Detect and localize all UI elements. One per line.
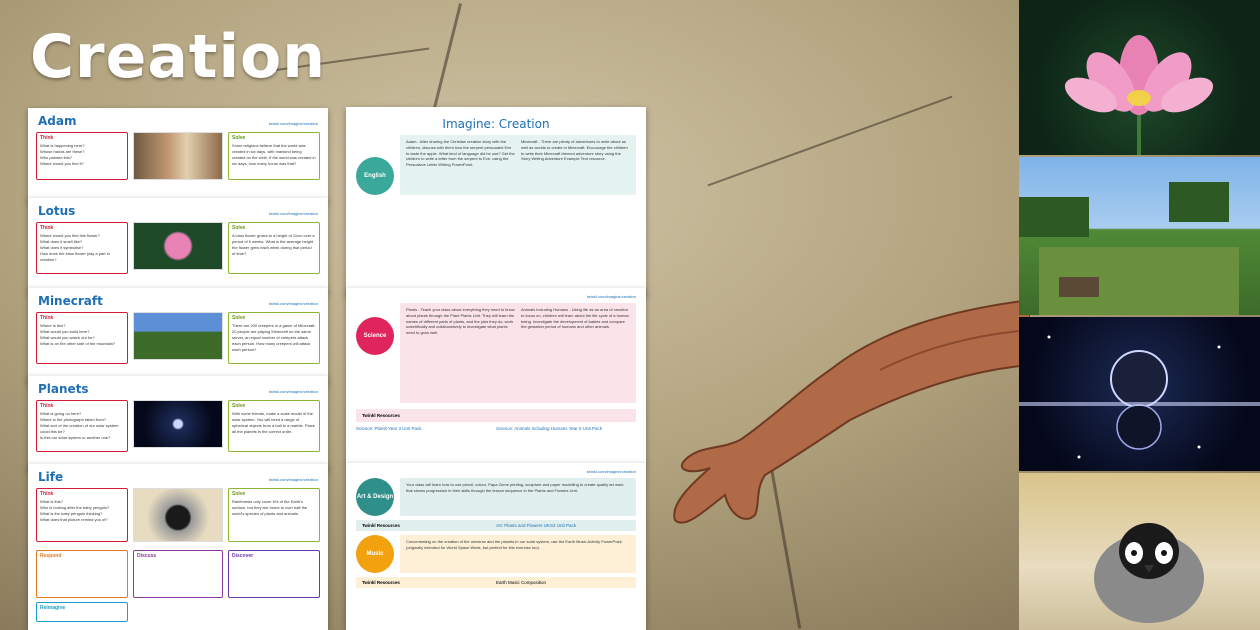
discover-box: Discover bbox=[228, 550, 320, 598]
respond-box: Respond bbox=[36, 550, 128, 598]
think-box: Think Where would you find this flower? What does it smell like? What does it symbolise? How does the lotus flower play a part in creation? bbox=[36, 222, 128, 274]
minecraft-image bbox=[133, 312, 223, 360]
wall-crack bbox=[707, 96, 952, 187]
photo-strip bbox=[1019, 0, 1260, 630]
art-resource[interactable]: Art: Plants and Flowers UKS2 Unit Pack bbox=[496, 523, 577, 528]
reimagine-box: Reimagine bbox=[36, 602, 128, 622]
think-box: Think What is this? Who is looking after the baby penguin? What is the baby penguin thinking? What does that picture remind you of? bbox=[36, 488, 128, 542]
page-title: Creation bbox=[30, 22, 326, 92]
sheet-url: twinkl.com/imagine/creation bbox=[586, 294, 636, 299]
music-resource[interactable]: Earth Music Composition bbox=[496, 580, 547, 585]
sheet-life bbox=[28, 464, 328, 630]
science-badge: Science bbox=[356, 317, 394, 355]
penguin-image bbox=[133, 488, 223, 542]
discuss-box: Discuss bbox=[133, 550, 223, 598]
science-text-animals: Animals including Humans - Using life as an area of creation to focus on, children will learn about the life cycle of a human being. Investigate the development of babies and compare the gestation period of humans and other animals. bbox=[521, 307, 629, 330]
sheet-title: Planets bbox=[38, 382, 89, 396]
solve-box: Solve There are 200 creepers in a game of Minecraft. 20 people are playing Minecraft on the same server, an equal number of creepers attack each person. How many creepers will attack each person? bbox=[228, 312, 320, 364]
science-resource-animals[interactable]: Science: Animals Including Humans Year 5 Unit Pack bbox=[496, 426, 603, 431]
science-text-plants: Plants - Teach your class about everything they need to know about plants through the Plant Plants Unit. They will learn the names of different parts of plants, and the jobs they do, work scientifically and collaboratively to investigate what plants need to grow well. bbox=[406, 307, 515, 336]
sheet-url: twinkl.com/imagine/creation bbox=[268, 389, 318, 394]
resources-label: Twinkl Resources bbox=[362, 523, 400, 528]
lotus-photo bbox=[1019, 0, 1260, 155]
imagine-sheet-art-music bbox=[346, 463, 646, 630]
sheet-planets bbox=[28, 376, 328, 471]
english-badge: English bbox=[356, 157, 394, 195]
planets-photo bbox=[1019, 317, 1260, 471]
adam-image bbox=[133, 132, 223, 180]
adam-hand-illustration bbox=[650, 270, 1030, 540]
sheet-title: Minecraft bbox=[38, 294, 103, 308]
art-text: Your class will learn how to use pencil, colour, Papa Zome printing, sculpture and paper modelling to create quality art work that shows progression in their skills through the lesson sequence in the Plants and Flowers Unit. bbox=[406, 482, 624, 493]
sheet-title: Adam bbox=[38, 114, 77, 128]
sheet-minecraft bbox=[28, 288, 328, 383]
solve-box: Solve Rainforests only cover 6% of the Earth's surface, but they are home to over half the world's species of plants and animals. bbox=[228, 488, 320, 542]
sheet-title: Lotus bbox=[38, 204, 76, 218]
lotus-image bbox=[133, 222, 223, 270]
think-box: Think What is happening here? Whose hands are these? Who painted this? Where would you find it? bbox=[36, 132, 128, 180]
imagine-sheet-english bbox=[346, 107, 646, 295]
solve-box: Solve With some friends, make a scale model of the solar system. You will need a range of spherical objects from a ball to a marble. Place all the planets in the correct order. bbox=[228, 400, 320, 452]
resources-label: Twinkl Resources bbox=[362, 580, 400, 585]
science-resource-plants[interactable]: Science: Plants Year 3 Unit Pack bbox=[356, 426, 422, 431]
sheet-adam bbox=[28, 108, 328, 203]
think-box: Think Where is this? What would you build here? What would you watch out for? What is on the other side of the mountain? bbox=[36, 312, 128, 364]
sheet-url: twinkl.com/imagine/creation bbox=[268, 211, 318, 216]
think-box: Think What is going on here? Where is the photograph taken from? What sort of the creation of our solar system could this be? Is this our solar system or another one? bbox=[36, 400, 128, 452]
music-text: Concentrating on the creation of the universe and the planets in our solar system, use the Earth Music Activity PowerPoint (originally intended for World Space Week, but perfect for this exercise too). bbox=[406, 539, 622, 550]
imagine-sheet-science bbox=[346, 288, 646, 464]
english-text-minecraft: Minecraft - There are plenty of adventures to write about as well as worlds to create in Minecraft. Encourage the children to write their Minecraft themed adventure story using the Story Writing Adventure Example Text resource. bbox=[521, 139, 628, 162]
art-badge: Art & Design bbox=[356, 478, 394, 516]
solve-box: Solve Some religions believe that the world was created in six days, with mankind being created on the sixth. If the world was created in six days, how many hours was that? bbox=[228, 132, 320, 180]
sheet-lotus bbox=[28, 198, 328, 293]
sheet-title: Life bbox=[38, 470, 64, 484]
sheet-url: twinkl.com/imagine/creation bbox=[268, 121, 318, 126]
imagine-title: Imagine: Creation bbox=[442, 117, 550, 131]
sheet-url: twinkl.com/imagine/creation bbox=[268, 477, 318, 482]
minecraft-landscape-photo bbox=[1019, 157, 1260, 315]
penguin-photo bbox=[1019, 473, 1260, 630]
planets-image bbox=[133, 400, 223, 448]
sheet-url: twinkl.com/imagine/creation bbox=[586, 469, 636, 474]
solve-box: Solve A lotus flower grows to a height of 11cm over a period of 5 weeks. What is the average height the flower grew each week during that period of time? bbox=[228, 222, 320, 274]
english-text-adam: Adam - After sharing the Christian creation story with the children, discuss with them how the serpent persuaded Eve to taste the apple. What kind of language did he use? Get the children to write a letter from the serpent to Eve, using the Persuasive Letter Writing PowerPoint. bbox=[406, 139, 515, 168]
resources-label: Twinkl Resources bbox=[362, 413, 400, 418]
music-badge: Music bbox=[356, 535, 394, 573]
sheet-url: twinkl.com/imagine/creation bbox=[268, 301, 318, 306]
